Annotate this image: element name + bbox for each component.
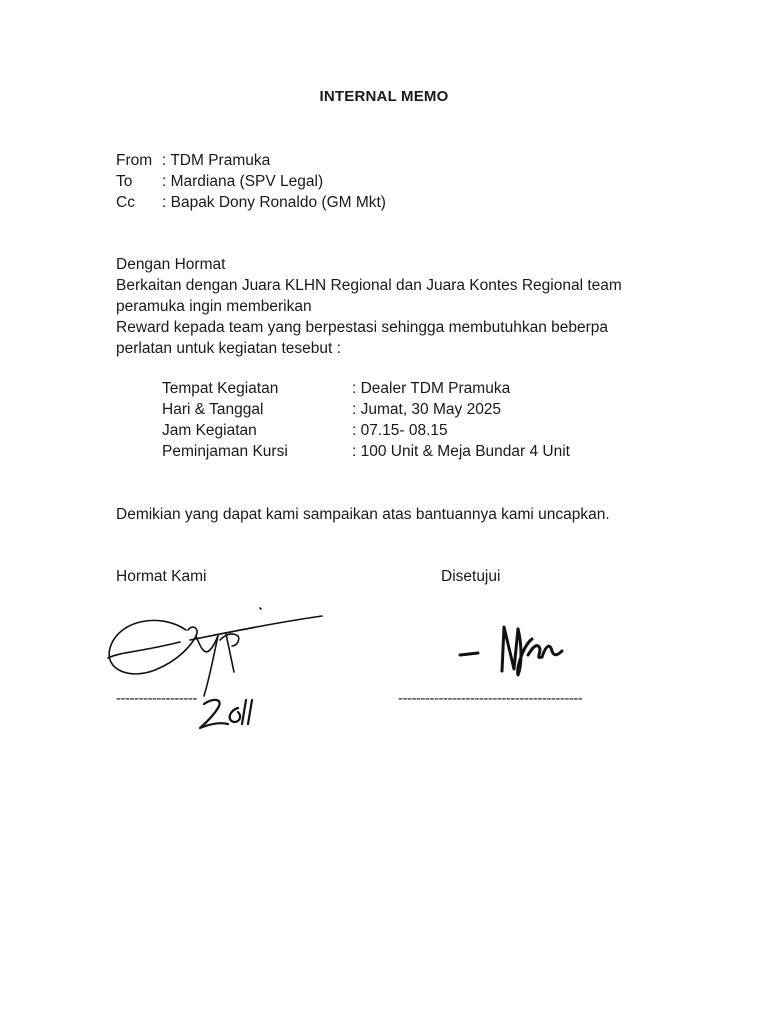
header-key: From — [116, 152, 153, 169]
detail-row — [162, 378, 570, 399]
memo-body — [116, 254, 656, 359]
sender-signature-line: ------------------ — [116, 690, 197, 707]
detail-value: : 100 Unit & Meja Bundar 4 Unit — [352, 443, 570, 460]
header-value: : Mardiana (SPV Legal) — [162, 173, 324, 190]
memo-title: INTERNAL MEMO — [319, 88, 449, 105]
detail-key: Peminjaman Kursi — [162, 443, 288, 460]
approver-signature-line: ----------------------------------------- — [398, 690, 583, 707]
closing-sentence: Demikian yang dapat kami sampaikan atas bantuannya kami uncapkan. — [116, 506, 610, 523]
body-line: Reward kepada team yang berpestasi sehingga membutuhkan beberpa — [116, 319, 609, 336]
detail-key: Hari & Tanggal — [162, 401, 264, 418]
sender-signature-icon — [100, 600, 330, 740]
header-key: To — [116, 173, 133, 190]
detail-value: : Jumat, 30 May 2025 — [352, 401, 502, 418]
detail-row — [162, 399, 570, 420]
detail-key: Jam Kegiatan — [162, 422, 257, 439]
detail-key: Tempat Kegiatan — [162, 380, 279, 397]
memo-header — [116, 150, 386, 213]
event-details — [162, 378, 570, 462]
header-key: Cc — [116, 194, 135, 211]
header-row-cc — [116, 192, 386, 213]
body-line: perlatan untuk kegiatan tesebut : — [116, 340, 341, 357]
detail-value: : 07.15- 08.15 — [352, 422, 448, 439]
detail-row — [162, 420, 570, 441]
approver-signature-icon — [452, 615, 572, 685]
detail-row — [162, 441, 570, 462]
header-value: : Bapak Dony Ronaldo (GM Mkt) — [162, 194, 386, 211]
approver-signature-label: Disetujui — [441, 568, 501, 585]
detail-value: : Dealer TDM Pramuka — [352, 380, 511, 397]
header-value: : TDM Pramuka — [162, 152, 271, 169]
body-line: Berkaitan dengan Juara KLHN Regional dan Juara Kontes Regional team — [116, 277, 622, 294]
sender-signature-label: Hormat Kami — [116, 568, 207, 585]
body-line: peramuka ingin memberikan — [116, 298, 312, 315]
header-row-to — [116, 171, 386, 192]
body-line: Dengan Hormat — [116, 256, 226, 273]
header-row-from — [116, 150, 386, 171]
